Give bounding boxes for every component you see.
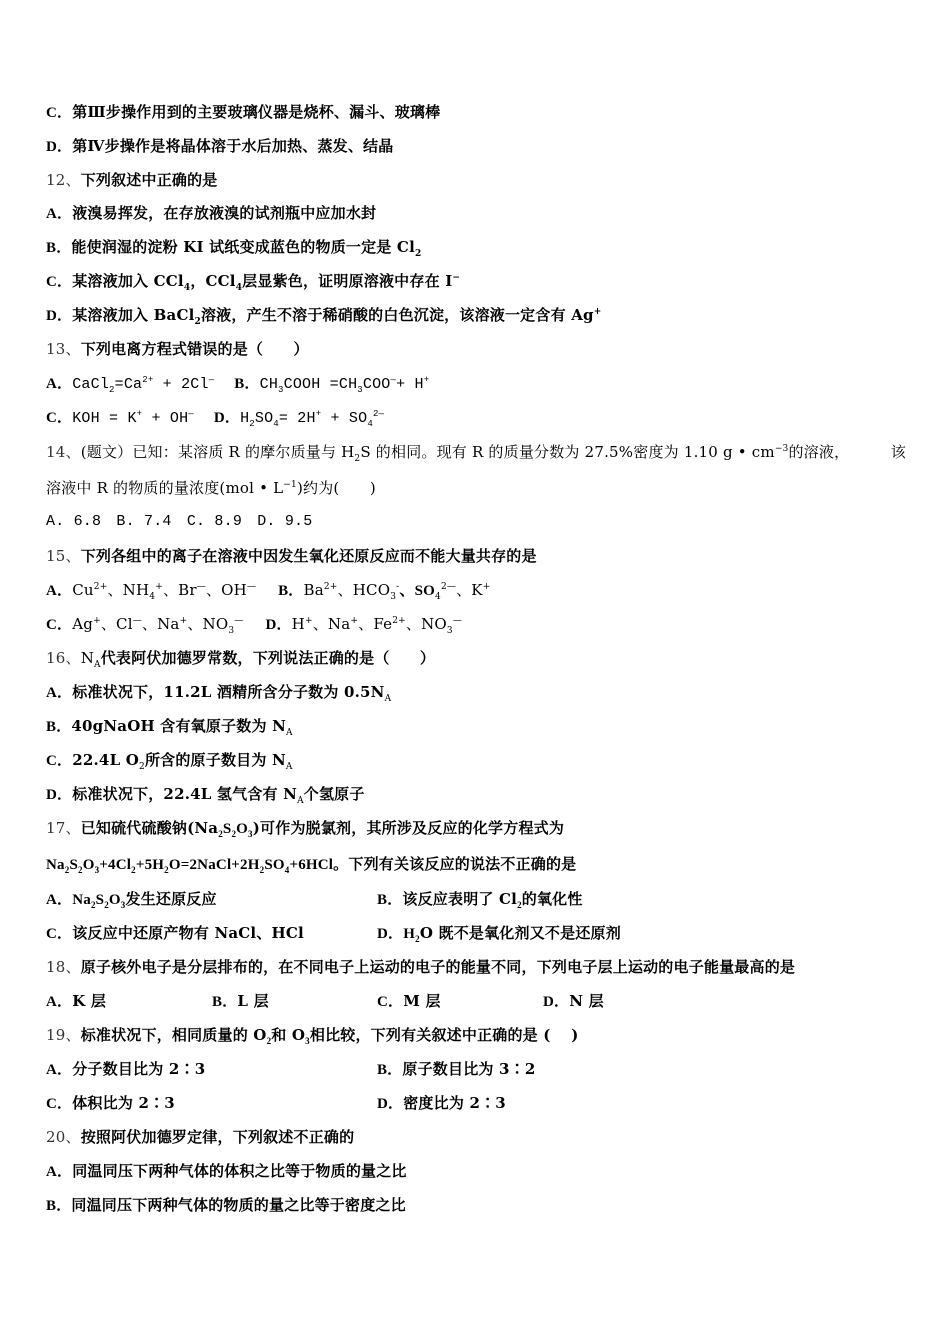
ion-text: 、Br	[162, 581, 197, 599]
superscript: 2+	[323, 582, 338, 592]
subscript: 2	[77, 865, 83, 875]
option-letter: D．	[543, 994, 570, 1010]
option-letter: C．	[46, 274, 73, 290]
q17-option-d	[377, 923, 621, 944]
subscript: 2	[354, 454, 361, 464]
ion-text: 、NO	[187, 615, 229, 633]
subscript: 3	[278, 385, 284, 395]
q13-options-ab	[46, 373, 429, 395]
ion-text: 、Na	[141, 615, 180, 633]
subscript: 2	[109, 385, 115, 395]
equation-text: +5H	[135, 857, 165, 873]
q12-option-c	[46, 271, 460, 292]
superscript: −1	[283, 480, 297, 490]
subscript: 4	[183, 283, 191, 293]
q17-equation-line	[46, 855, 576, 875]
q11-option-c	[46, 102, 440, 123]
formula-text: H	[240, 410, 250, 427]
subscript: 2	[64, 865, 70, 875]
formula-text: COOH =CH	[283, 376, 358, 393]
superscript: 2—	[372, 409, 385, 419]
subscript: 2	[266, 1036, 272, 1046]
option-letter: A．	[46, 376, 73, 392]
subscript: 2	[517, 900, 522, 910]
formula-text: COO	[362, 376, 391, 393]
q14-stem-line2	[46, 478, 376, 498]
question-text: 下列叙述中正确的是	[80, 171, 218, 189]
ion-text: 、K	[456, 581, 483, 599]
subscript: 3	[120, 900, 126, 910]
superscript: +	[315, 409, 322, 419]
question-text: N	[80, 649, 95, 667]
option-letter: D．	[213, 410, 241, 426]
question-text: 已知硫代硫酸钠(Na	[80, 819, 219, 837]
option-letter: A．	[46, 892, 73, 908]
superscript: —	[452, 616, 463, 626]
equation-text: O=2NaCl+2H	[168, 857, 260, 873]
question-text: 代表阿伏加德罗常数，下列说法正确的是（ ）	[100, 649, 436, 667]
option-text: 该反应表明了 Cl	[402, 890, 518, 908]
equation-text: S	[69, 857, 78, 873]
option-letter: C．	[46, 410, 73, 426]
subscript: 3	[94, 865, 100, 875]
q20-option-a	[46, 1161, 407, 1182]
question-text: S	[222, 821, 232, 837]
q19-stem	[46, 1025, 579, 1045]
q12-option-d	[46, 305, 601, 326]
option-text: 个氢原子	[303, 785, 365, 803]
option-text: K 层	[72, 992, 107, 1010]
option-letter: C．	[46, 617, 73, 633]
option-letter: C．	[46, 926, 73, 942]
option-letter: B．	[377, 1062, 403, 1078]
q16-option-a	[46, 682, 391, 703]
option-text: 的氧化性	[521, 890, 583, 908]
superscript: +	[155, 582, 163, 592]
option-letter: B．	[212, 994, 238, 1010]
superscript: 2+	[93, 582, 108, 592]
q17-option-c	[46, 923, 304, 944]
superscript: 2—	[440, 582, 457, 592]
question-number: 20、	[46, 1128, 81, 1146]
superscript: -	[396, 582, 400, 592]
question-number: 19、	[46, 1026, 81, 1044]
option-text: 能使润湿的淀粉 KI 试纸变成蓝色的物质一定是 Cl	[71, 238, 415, 256]
question-text: 相比较，下列有关叙述中正确的是 ( )	[309, 1026, 579, 1044]
option-letter: C．	[46, 753, 73, 769]
option-text: H	[403, 926, 416, 942]
equation-text: +6HCl	[289, 857, 334, 873]
option-letter: D．	[265, 617, 292, 633]
option-text: ，CCl	[190, 272, 236, 290]
question-text: )约为( )	[296, 479, 376, 497]
subscript: 4	[235, 283, 243, 293]
option-text: O	[108, 892, 121, 908]
subscript: 4	[367, 419, 373, 429]
q19-option-d	[377, 1093, 506, 1114]
q14-options	[46, 512, 312, 532]
option-text: 体积比为 2∶3	[72, 1094, 175, 1112]
superscript: +	[93, 616, 101, 626]
question-text: 下列电离方程式错误的是（ ）	[80, 340, 309, 358]
subscript: 2	[249, 419, 255, 429]
subscript: 4	[435, 592, 441, 602]
option-letter: D．	[377, 1096, 404, 1112]
q16-option-c	[46, 750, 293, 771]
formula-text: + OH	[142, 410, 189, 427]
equation-text: SO	[264, 857, 285, 873]
ion-text: Ba	[303, 581, 324, 599]
subscript: 4	[149, 592, 156, 602]
question-text: 。下列有关该反应的说法不正确的是	[333, 857, 577, 873]
formula-text: CaCl	[72, 376, 110, 393]
question-text: 标准状况下，相同质量的 O	[80, 1026, 267, 1044]
formula-text: SO	[254, 410, 274, 427]
question-text: 溶液中 R 的物质的量浓度(mol • L	[46, 479, 284, 497]
option-text: 22.4L O	[72, 751, 140, 769]
subscript: 3	[446, 626, 453, 636]
question-text: (题文）已知：某溶质 R 的摩尔质量与 H	[80, 443, 355, 461]
subscript: 2	[231, 829, 237, 839]
option-letter: A．	[46, 685, 73, 701]
superscript: +	[423, 375, 430, 385]
question-text: S 的相同。现有 R 的质量分数为 27.5%密度为 1.10 g • cm	[360, 443, 775, 461]
option-text: 标准状况下，22.4L 氢气含有 N	[72, 785, 298, 803]
q11-option-d	[46, 136, 393, 157]
subscript: A	[285, 762, 293, 772]
superscript: 2+	[392, 616, 406, 626]
superscript: +	[482, 582, 491, 592]
formula-text: = 2H	[278, 410, 316, 427]
option-letter: C．	[46, 105, 73, 121]
option-text: N 层	[569, 992, 604, 1010]
q16-option-b	[46, 716, 293, 737]
option-letter: C．	[46, 1096, 73, 1112]
q19-option-b	[377, 1059, 536, 1080]
option-letter: B．	[46, 1198, 72, 1214]
q18-option-a	[46, 991, 106, 1012]
option-letter: D．	[377, 926, 404, 942]
question-number: 18、	[46, 958, 81, 976]
formula-text: =Ca	[114, 376, 143, 393]
question-text: 的溶液，	[788, 443, 850, 461]
q18-stem	[46, 957, 795, 977]
q18-option-d	[543, 991, 604, 1012]
question-text: )可作为脱氯剂，其所涉及反应的化学方程式为	[252, 819, 565, 837]
option-letter: B．	[278, 583, 304, 599]
superscript: +	[350, 616, 359, 626]
option-text: 40gNaOH 含有氧原子数为 N	[71, 717, 286, 735]
subscript: 2	[415, 934, 420, 944]
option-text: M 层	[403, 992, 441, 1010]
option-text: L 层	[237, 992, 269, 1010]
q17-stem-line1	[46, 818, 564, 839]
q15-options-ab	[46, 580, 490, 601]
question-number: 13、	[46, 340, 81, 358]
option-letter: A．	[46, 583, 73, 599]
ion-text: Cu	[72, 581, 94, 599]
subscript: 3	[228, 626, 235, 636]
option-letter: B．	[234, 376, 260, 392]
superscript: −3	[774, 444, 789, 454]
superscript: 2+	[142, 375, 154, 385]
subscript: 2	[218, 829, 223, 839]
subscript: 2	[259, 865, 265, 875]
q18-option-c	[377, 991, 441, 1012]
subscript: A	[286, 728, 293, 738]
subscript: A	[297, 796, 304, 806]
ion-text: 、SO	[399, 583, 435, 599]
superscript: +	[179, 616, 188, 626]
formula-text: CH	[259, 376, 279, 393]
option-letter: A．	[46, 206, 73, 222]
option-text: 同温同压下两种气体的体积之比等于物质的量之比	[72, 1162, 407, 1180]
formula-text: + 2Cl	[153, 376, 209, 393]
equation-text: +4Cl	[99, 857, 132, 873]
subscript: 2	[104, 900, 109, 910]
ion-text: 、Fe	[358, 615, 393, 633]
option-letter: B．	[46, 719, 72, 735]
option-letter: D．	[46, 787, 73, 803]
superscript: −	[452, 273, 461, 283]
q13-options-cd	[46, 407, 384, 429]
subscript: 3	[390, 592, 397, 602]
subscript: 4	[273, 419, 279, 429]
ion-text: H	[291, 615, 305, 633]
question-number: 17、	[46, 819, 81, 837]
option-text: 第Ⅳ步操作是将晶体溶于水后加热、蒸发、结晶	[72, 137, 394, 155]
option-text: 液溴易挥发，在存放液溴的试剂瓶中应加水封	[72, 204, 377, 222]
question-text: 和 O	[271, 1026, 306, 1044]
question-text: 按照阿伏加德罗定律，下列叙述不正确的	[80, 1128, 355, 1146]
option-text: 第Ⅲ步操作用到的主要玻璃仪器是烧杯、漏斗、玻璃棒	[72, 103, 441, 121]
ion-text: 、NO	[405, 615, 447, 633]
question-text: 下列各组中的离子在溶液中因发生氧化还原反应而不能大量共存的是	[80, 547, 537, 565]
question-text: 原子核外电子是分层排布的，在不同电子上运动的电子的能量不同，下列电子层上运动的电子能量最高的是	[80, 958, 796, 976]
superscript: —	[196, 582, 206, 592]
formula-text: + SO	[321, 410, 368, 427]
ion-text: 、Cl	[100, 615, 133, 633]
q14-stem-line1	[46, 442, 906, 462]
equation-text: O	[82, 857, 95, 873]
option-text: 原子数目比为 3∶2	[402, 1060, 536, 1078]
option-letter: D．	[46, 308, 73, 324]
superscript: —	[188, 409, 194, 419]
superscript: +	[136, 409, 143, 419]
subscript: 2	[164, 865, 169, 875]
option-letter: B．	[377, 892, 403, 908]
question-number: 12、	[46, 171, 81, 189]
question-number: 15、	[46, 547, 81, 565]
superscript: —	[132, 616, 142, 626]
q12-option-a	[46, 203, 376, 224]
formula-text: + H	[396, 376, 424, 393]
superscript: +	[304, 616, 313, 626]
option-text: O 既不是氧化剂又不是还原剂	[419, 924, 621, 942]
option-text: 某溶液加入 BaCl	[72, 306, 195, 324]
subscript: 3	[305, 1036, 310, 1046]
ion-text: Ag	[72, 615, 94, 633]
subscript: 2	[414, 249, 422, 259]
option-text: Na	[72, 892, 91, 908]
subscript: 2	[131, 865, 136, 875]
superscript: —	[390, 375, 397, 385]
ion-text: 、NH	[107, 581, 150, 599]
option-letter: A．	[46, 994, 73, 1010]
question-text: O	[236, 821, 249, 837]
q16-stem	[46, 648, 435, 668]
subscript: 2	[139, 762, 145, 772]
superscript: —	[208, 375, 215, 385]
subscript: A	[384, 694, 392, 704]
option-letter: A．	[46, 1062, 73, 1078]
superscript: +	[593, 307, 602, 317]
q18-option-b	[212, 991, 269, 1012]
option-text: 某溶液加入 CCl	[72, 272, 184, 290]
option-text: 层显紫色，证明原溶液中存在 I	[242, 272, 453, 290]
q19-option-a	[46, 1059, 205, 1080]
q20-stem	[46, 1127, 354, 1147]
q19-option-c	[46, 1093, 175, 1114]
formula-text: KOH = K	[72, 410, 137, 427]
subscript: 4	[284, 865, 290, 875]
option-text: 溶液，产生不溶于稀硝酸的白色沉淀，该溶液一定含有 Ag	[200, 306, 594, 324]
question-number: 14、	[46, 443, 81, 461]
q12-option-b	[46, 237, 421, 258]
ion-text: 、Na	[312, 615, 351, 633]
ion-text: 、OH	[205, 581, 247, 599]
option-text: 该反应中还原产物有 NaCl、HCl	[72, 924, 304, 942]
q15-options-cd	[46, 614, 462, 635]
question-number: 16、	[46, 649, 81, 667]
q17-option-b	[377, 889, 583, 910]
q12-stem	[46, 170, 218, 190]
options-text: A. 6.8 B. 7.4 C. 8.9 D. 9.5	[46, 513, 313, 530]
q15-stem	[46, 546, 537, 566]
option-text: 发生还原反应	[125, 890, 217, 908]
subscript: A	[94, 660, 101, 670]
option-letter: C．	[377, 994, 404, 1010]
ion-text: 、HCO	[337, 581, 391, 599]
q13-stem	[46, 339, 309, 359]
option-text: 标准状况下，11.2L 酒精所含分子数为 0.5N	[72, 683, 385, 701]
option-text: 密度比为 2∶3	[403, 1094, 506, 1112]
option-letter: A．	[46, 1164, 73, 1180]
subscript: 2	[194, 317, 201, 327]
subscript: 2	[90, 900, 96, 910]
question-text: 该	[890, 443, 906, 461]
q17-option-a	[46, 889, 217, 910]
q20-option-b	[46, 1195, 406, 1216]
subscript: 3	[357, 385, 363, 395]
option-text: S	[95, 892, 105, 908]
option-text: 同温同压下两种气体的物质的量之比等于密度之比	[71, 1196, 406, 1214]
option-letter: D．	[46, 139, 73, 155]
subscript: 3	[248, 829, 253, 839]
q16-option-d	[46, 784, 365, 805]
equation-text: Na	[46, 857, 65, 873]
option-text: 所含的原子数目为 N	[144, 751, 286, 769]
option-text: 分子数目比为 2∶3	[72, 1060, 206, 1078]
superscript: —	[234, 616, 244, 626]
option-letter: B．	[46, 240, 72, 256]
superscript: —	[246, 582, 257, 592]
